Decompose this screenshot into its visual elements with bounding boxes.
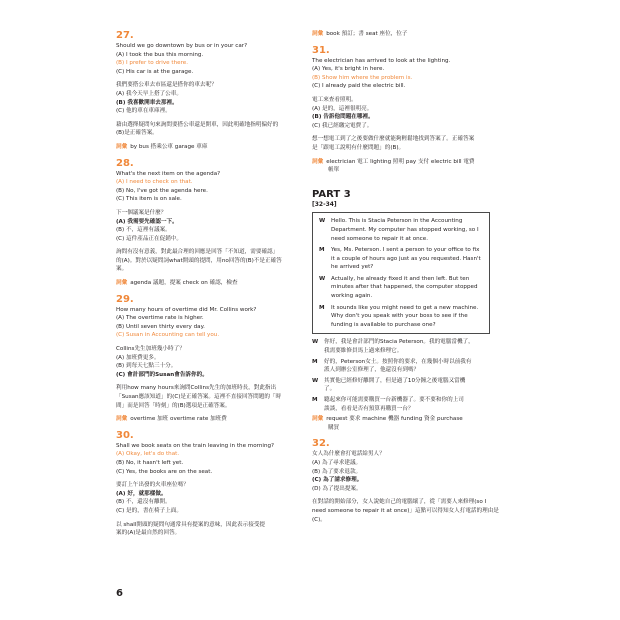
- explanation-line: 利用how many hours來詢問Collins先生的加班時長，對此指出: [116, 385, 277, 392]
- option-c: (C) I already paid the electric bill.: [312, 83, 406, 90]
- explanation-line: 在對話的開始部分，女人說她自己的電腦壞了，從「需要人來修理(so I: [312, 499, 487, 506]
- option-b-correct: (B) I prefer to drive there.: [116, 60, 188, 67]
- vocab-line: [312, 30, 490, 39]
- option-translation: (B) 為了要求退款。: [312, 468, 362, 475]
- option-translation-correct: (C) 會計部門的Susan會告訴你的。: [116, 371, 208, 378]
- vocab-line: [116, 143, 306, 152]
- conversation-line: funding is available to purchase one?: [331, 321, 436, 328]
- question-translation: 我們要搭公車去市區還是搭你的車去呢？: [116, 82, 217, 89]
- right-column: [312, 30, 499, 524]
- conversation-line: working again.: [331, 293, 373, 300]
- vocab-text: agenda 議題，提案 check on 確認，檢查: [130, 280, 238, 287]
- question-number: 32.: [312, 438, 330, 450]
- conversation-line: Yes, Ms. Peterson. I sent a person to your office to fix: [331, 247, 480, 254]
- option-c: (C) This item is on sale.: [116, 196, 182, 203]
- option-a-correct: (A) I need to check on that.: [116, 179, 193, 186]
- option-a-correct: (A) Okay, let's do that.: [116, 451, 180, 458]
- explanation-line: 案。: [116, 266, 128, 273]
- conversation-box: [312, 212, 490, 334]
- vocab-text: book 預訂；書 seat 座位，位子: [326, 31, 408, 37]
- option-b: (B) No, it hasn't left yet.: [116, 459, 184, 466]
- vocab-label: 詞彙: [116, 416, 128, 423]
- conversation-line: It sounds like you might need to get a new machine.: [331, 304, 479, 311]
- option-translation-correct: (C) 為了請求修理。: [312, 477, 363, 484]
- vocab-label: 詞彙: [312, 158, 324, 165]
- explanation-line: 案的(A)是最自然的回答。: [116, 530, 181, 537]
- conversation-turn: [319, 246, 483, 272]
- vocab-label: 詞彙: [312, 31, 324, 37]
- option-a: (A) Yes, it's bright in here.: [312, 66, 385, 73]
- option-translation: (C) 我已經繳完電費了。: [312, 122, 373, 129]
- question-translation: 女人為什麼會打電話給男人？: [312, 451, 385, 458]
- question-text: Shall we book seats on the train leaving in the morning?: [116, 442, 275, 449]
- explanation-line: 「Susan應該知道」的(C)是正確答案。這裡不直接回答問題的「時: [116, 394, 282, 400]
- vocab-label: 詞彙: [116, 280, 128, 287]
- question-translation: 下一個議案是什麼？: [116, 209, 167, 216]
- vocab-label: 詞彙: [116, 143, 128, 150]
- option-translation-correct: (B) 告訴他問題在哪裡。: [312, 114, 374, 121]
- part-heading: PART 3: [312, 188, 351, 200]
- speaker-label: W: [319, 218, 326, 225]
- explanation-line: 詢問有沒有意義，對此最合理的回應是回答「不知道，需要確認」: [116, 249, 279, 256]
- translation-turn: [312, 338, 490, 355]
- option-translation: (A) 我今天早上搭了公車。: [116, 90, 182, 97]
- speaker-label: M: [312, 397, 318, 403]
- option-a: (A) The overtime rate is higher.: [116, 315, 204, 322]
- question-translation: 電工來查看照明。: [312, 96, 357, 103]
- translation-line: 好的，Peterson女士。按照你的要求，在幾個小時以前我有: [324, 358, 472, 365]
- translation-turn: [312, 377, 490, 394]
- vocab-text: electrician 電工 lighting 照明 pay 支付 electric bill 電費: [326, 158, 475, 165]
- translation-line: 派人到辦公室修理了，他還沒有到嗎？: [324, 367, 420, 374]
- explanation-line: 藉由選擇疑問句來詢問要搭公車還是開車，因此明確地指明偏好的: [116, 121, 279, 128]
- translation-line: 我需要維修員馬上過來修理它。: [324, 348, 403, 355]
- vocab-text: request 要求 machine 機器 funding 資金 purchase: [326, 416, 463, 423]
- option-b: (B) Until seven thirty every day.: [116, 323, 205, 330]
- conversation-turn: [319, 275, 483, 301]
- conversation-line: need someone to repair it at once.: [331, 235, 428, 242]
- option-translation: (C) 是的，書在椅子上面。: [116, 507, 182, 514]
- vocab-line: [312, 415, 490, 424]
- translation-line: 其實他已經修好離開了，但是過了10分鐘之後電腦又當機: [324, 377, 466, 384]
- explanation-line: 是「跟電工說明有什麼問題」的(B)。: [312, 144, 405, 151]
- explanation-line: (C)。: [312, 516, 326, 523]
- conversation-line: Why don't you speak with your boss to see if the: [331, 313, 468, 320]
- conversation-line: he arrived yet?: [331, 264, 374, 271]
- explanation-line: 的(A)。對於以疑問詞what開頭的提問，用no回答的(B)不是正確答: [116, 257, 282, 264]
- conversation-translation: [312, 338, 490, 413]
- question-text: What's the next item on the agenda?: [116, 170, 221, 177]
- speaker-label: M: [312, 358, 318, 365]
- page-number: 6: [116, 588, 123, 599]
- option-translation-correct: (A) 我需要先確認一下。: [116, 218, 178, 225]
- translation-line: 你好，我是會計部門的Stacia Peterson。我的電腦當機了，: [324, 339, 474, 346]
- explanation-line: 想一想電工到了之後要做什麼就能夠輕鬆地找到答案了。正確答案: [312, 136, 475, 143]
- explanation-line: (B)是正確答案。: [116, 130, 158, 137]
- option-translation: (B) 不，這裡有議案。: [116, 227, 171, 234]
- question-translation: 要訂上午出發的火車座位嗎？: [116, 482, 189, 489]
- left-column: [116, 30, 306, 538]
- option-translation: (B) 到每天七點三十分。: [116, 363, 177, 370]
- option-b-correct: (B) Show him where the problem is.: [312, 74, 413, 81]
- question-range: [32-34]: [312, 200, 337, 208]
- vocab-line: [116, 415, 306, 424]
- question-number: 27.: [116, 30, 134, 41]
- option-translation: (A) 為了尋求建議。: [312, 459, 362, 466]
- conversation-turn: [319, 217, 483, 243]
- question-number: 30.: [116, 429, 134, 441]
- conversation-line: Department. My computer has stopped working, so I: [331, 226, 479, 233]
- translation-line: 聽起來你可能需要購買一台新機器了。要不要和你的上司: [324, 397, 464, 403]
- question-number: 29.: [116, 293, 134, 305]
- option-a: (A) I took the bus this morning.: [116, 51, 204, 58]
- speaker-label: W: [312, 339, 319, 346]
- option-translation: (A) 加班費更多。: [116, 354, 160, 361]
- option-translation-correct: (A) 好，就那樣做。: [116, 490, 167, 497]
- translation-line: 了。: [324, 386, 336, 393]
- option-translation: (B) 不，還沒有離開。: [116, 499, 171, 506]
- conversation-line: minutes after that happened, the computer stopped: [331, 284, 478, 291]
- conversation-line: Hello. This is Stacia Peterson in the Accounting: [331, 218, 463, 225]
- vocab-text-continued: 帳單: [328, 167, 340, 174]
- conversation-turn: [319, 304, 483, 330]
- question-number: 31.: [312, 44, 330, 56]
- explanation-line: 以 shall開頭的疑問句通常具有提案的意味，因此表示接受提: [116, 521, 266, 528]
- translation-line: 談談，看看是否有預算再購買一台？: [324, 405, 414, 412]
- speaker-label: M: [319, 304, 325, 311]
- explanation-line: need someone to repair it at once)」這點可以得知女人打電話的理由是: [312, 507, 499, 514]
- option-c-correct: (C) Susan in Accounting can tell you.: [116, 332, 220, 339]
- speaker-label: W: [312, 377, 319, 384]
- vocab-label: 詞彙: [312, 416, 324, 423]
- option-translation: (C) 這件產品正在促銷中。: [116, 235, 182, 242]
- translation-turn: [312, 358, 490, 375]
- option-c: (C) Yes, the books are on the seat.: [116, 468, 213, 475]
- option-b: (B) No, I've got the agenda here.: [116, 187, 208, 194]
- option-translation: (D) 為了提出提案。: [312, 485, 362, 492]
- question-translation: Collins先生加班幾小時了？: [116, 346, 185, 353]
- vocab-line: [116, 279, 306, 288]
- translation-turn: [312, 396, 490, 413]
- vocab-text: by bus 搭乘公車 garage 車庫: [130, 143, 208, 150]
- vocab-line: [312, 158, 490, 167]
- question-text: Should we go downtown by bus or in your car?: [116, 43, 248, 49]
- speaker-label: W: [319, 275, 326, 282]
- option-translation: (C) 他的車在車庫裡。: [116, 108, 171, 115]
- conversation-line: it a couple of hours ago just as you requested. Hasn't: [331, 255, 481, 262]
- question-text: The electrician has arrived to look at the lighting.: [312, 57, 451, 64]
- speaker-label: M: [319, 247, 325, 254]
- option-c: (C) His car is at the garage.: [116, 68, 194, 75]
- option-translation: (A) 是的，這裡很明亮。: [312, 105, 373, 112]
- conversation-line: Actually, he already fixed it and then left. But ten: [331, 275, 470, 282]
- question-text: How many hours of overtime did Mr. Collins work?: [116, 306, 257, 313]
- question-number: 28.: [116, 157, 134, 169]
- explanation-line: 間」而是回答「時刻」的(B)選項是正確答案。: [116, 402, 231, 409]
- vocab-text-continued: 購買: [328, 424, 340, 431]
- vocab-text: overtime 加班 overtime rate 加班費: [130, 416, 227, 423]
- option-translation-correct: (B) 我喜歡開車去那裡。: [116, 99, 178, 106]
